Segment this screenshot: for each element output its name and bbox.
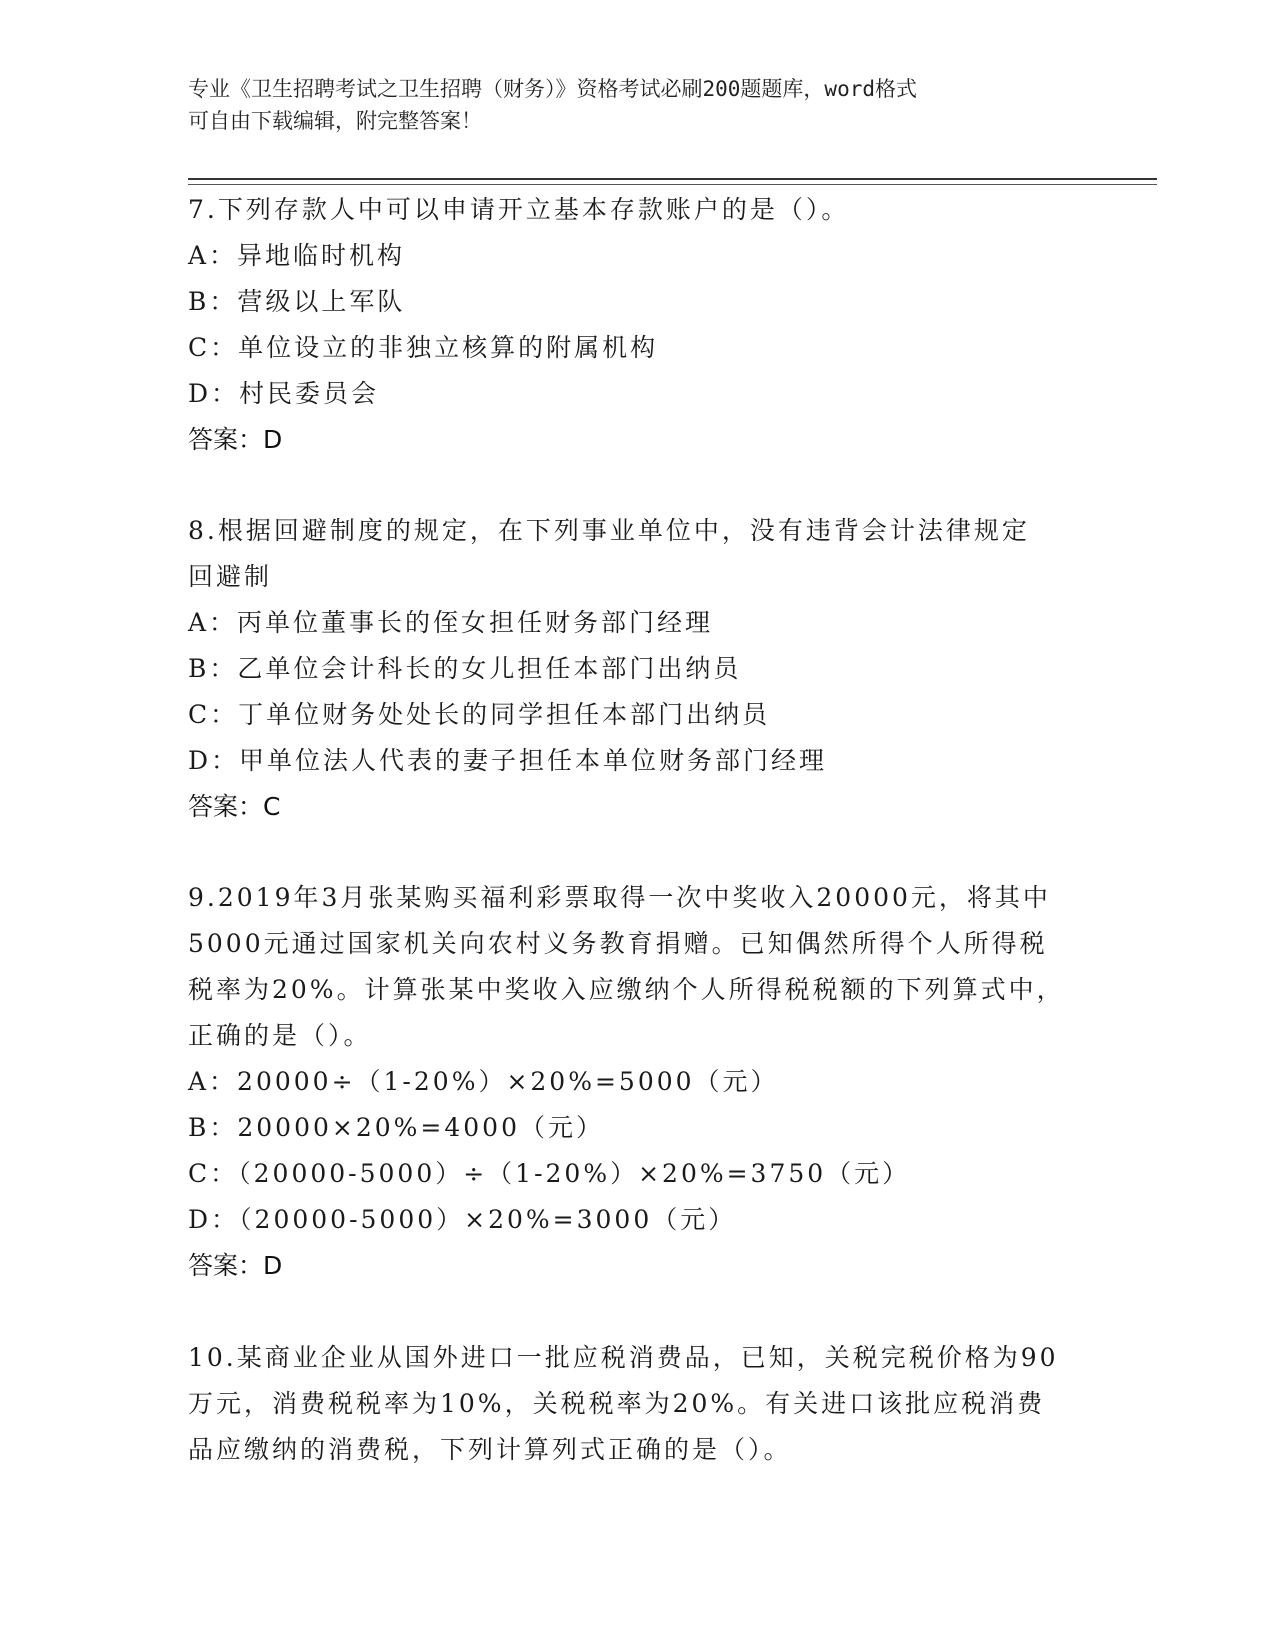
spacer [188,1289,1088,1335]
option-d: D：村民委员会 [188,379,380,408]
question-8 [188,508,1088,830]
option-b: B：20000×20%=4000（元） [188,1113,604,1142]
question-stem: 回避制 [188,562,273,591]
question-stem: 10.某商业企业从国外进口一批应税消费品，已知，关税完税价格为90 [188,1343,1059,1372]
option-b: B：乙单位会计科长的女儿担任本部门出纳员 [188,654,742,683]
header-line-2: 可自由下载编辑，附完整答案！ [188,109,482,133]
question-7 [188,187,1088,463]
option-c: C：丁单位财务处处长的同学担任本部门出纳员 [188,700,771,729]
option-a: A：丙单位董事长的侄女担任财务部门经理 [188,608,714,637]
answer: 答案：D [188,1251,283,1280]
option-a: A：异地临时机构 [188,241,406,270]
question-stem: 9.2019年3月张某购买福利彩票取得一次中奖收入20000元，将其中 [188,883,1051,912]
header-rule-thick [188,178,1157,180]
spacer [188,463,1088,508]
option-d: D：甲单位法人代表的妻子担任本单位财务部门经理 [188,746,828,775]
question-stem: 7.下列存款人中可以申请开立基本存款账户的是（）。 [188,195,850,224]
question-9 [188,875,1088,1289]
answer: 答案：C [188,792,281,821]
question-stem: 8.根据回避制度的规定，在下列事业单位中，没有违背会计法律规定 [188,516,1030,545]
question-stem: 税率为20%。计算张某中奖收入应缴纳个人所得税税额的下列算式中， [188,975,1065,1004]
question-stem: 品应缴纳的消费税，下列计算列式正确的是（）。 [188,1435,792,1464]
answer: 答案：D [188,425,283,454]
document-header [188,73,1088,137]
option-b: B：营级以上军队 [188,287,406,316]
option-d: D：（20000-5000）×20%=3000（元） [188,1205,737,1234]
question-stem: 5000元通过国家机关向农村义务教育捐赠。已知偶然所得个人所得税 [188,929,1048,958]
header-line-1: 专业《卫生招聘考试之卫生招聘（财务）》资格考试必刷200题题库，word格式 [188,77,917,101]
option-a: A：20000÷（1-20%）×20%=5000（元） [188,1067,779,1096]
question-stem: 正确的是（）。 [188,1021,372,1050]
question-10 [188,1335,1088,1473]
header-rule-thin [188,184,1157,185]
option-c: C：（20000-5000）÷（1-20%）×20%=3750（元） [188,1159,911,1188]
question-stem: 万元，消费税税率为10%，关税税率为20%。有关进口该批应税消费 [188,1389,1046,1418]
question-list [188,187,1088,1473]
spacer [188,830,1088,875]
option-c: C：单位设立的非独立核算的附属机构 [188,333,659,362]
